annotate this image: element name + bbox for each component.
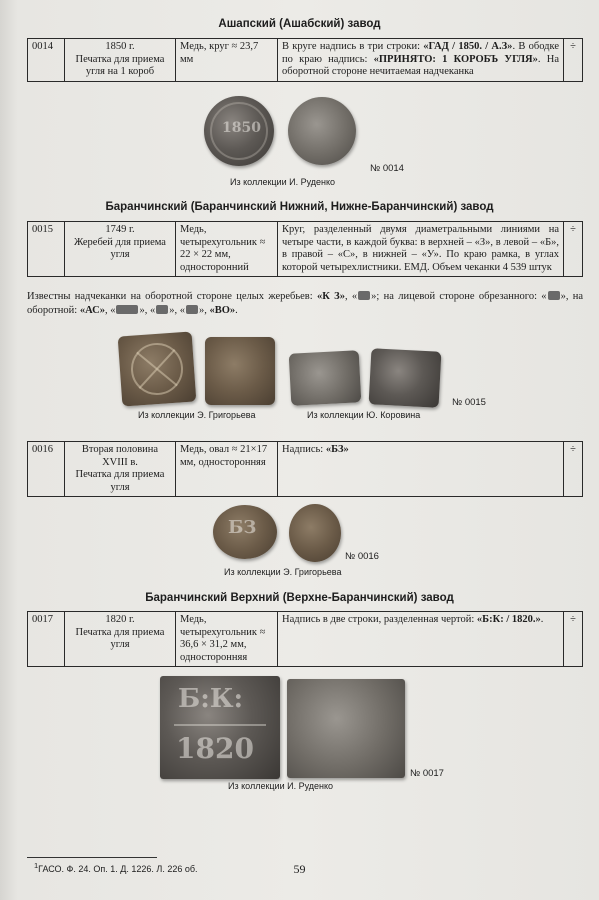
photo-caption: Из коллекции Ю. Коровина (307, 410, 421, 420)
note-text: », на оборотной: (27, 291, 584, 316)
entry-rarity-mark: ÷ (564, 442, 583, 497)
footnote-marker: 1 (34, 861, 39, 870)
plate-stamp-text-bottom: 1820 (176, 732, 254, 765)
note-text: »; на лицевой стороне обрезанного: « (371, 291, 547, 302)
countermark-image (358, 291, 370, 300)
desc-bold: «ПРИНЯТО: 1 КОРОБЪ УГЛЯ» (373, 53, 538, 65)
entry-material: Медь, четырехугольник ≈ 22 × 22 мм, односторонний (176, 222, 278, 277)
note-bold: «ВО» (209, 305, 236, 316)
seal-0016-side-photo (289, 504, 341, 562)
coin-stamp-text: 1850 (222, 120, 261, 136)
entry-purpose: Печатка для приема угля (75, 626, 165, 650)
note-text: , « (104, 305, 116, 316)
token-0015-d-photo (369, 348, 442, 408)
footnote-rule (27, 857, 157, 858)
entry-description (278, 612, 564, 667)
desc-bold: «ГАД / 1850. / А.З» (423, 41, 513, 52)
entry-purpose: Печатка для приема угля на 1 короб (75, 53, 165, 77)
section-heading-baran-upper: Баранчинский Верхний (Верхне-Баранчинский) завод (145, 592, 454, 604)
entry-purpose: Печатка для приема угля (75, 469, 165, 493)
desc-text: . В ободке по краю надпись: (282, 41, 559, 65)
desc-text: В круге надпись в три строки: (282, 41, 424, 52)
desc-text: . (540, 614, 544, 625)
countermark-image (156, 305, 168, 314)
desc-text: Надпись: (282, 444, 326, 455)
plate-0017-face-photo (160, 676, 280, 779)
entry-material: Медь, круг ≈ 23,7 мм (176, 39, 278, 82)
entry-number: 0016 (28, 442, 65, 497)
entry-date: 1749 г. (105, 224, 135, 235)
entry-date: Вторая половина XVIII в. (81, 444, 159, 468)
token-0015-c-photo (289, 350, 362, 406)
seal-stamp-text: БЗ (228, 517, 257, 538)
token-0015-a-photo (118, 332, 197, 407)
figure-number: № 0015 (452, 397, 486, 408)
figure-number: № 0017 (410, 768, 444, 779)
catalog-entry-0015 (27, 221, 583, 277)
photo-caption: Из коллекции И. Руденко (230, 177, 336, 187)
entry-description: Круг, разделенный двумя диаметральными линиями на четыре части, в каждой буква: в верхней – «З», в левой – «Б», в правой – «С», в нижней – «У». По краю рамка, в углах которой четырехлистники. ЕМД. Объем чеканки 4 539 штук (278, 222, 564, 277)
entry-date: 1820 г. (105, 614, 135, 625)
entry-rarity-mark: ÷ (564, 222, 583, 277)
entry-number: 0014 (28, 39, 65, 82)
desc-bold: «Б:К: / 1820.» (476, 614, 541, 625)
plate-0017-back-photo (287, 679, 405, 778)
desc-text: . На оборотной стороне нечитаемая надчеканка (282, 53, 559, 77)
photo-caption: Из коллекции Э. Григорьева (224, 567, 342, 577)
catalog-entry-0014 (27, 38, 583, 82)
plate-divider-line (174, 724, 266, 726)
coin-0014-obverse-photo (204, 96, 274, 166)
entry-rarity-mark: ÷ (564, 612, 583, 667)
note-text: Известны надчеканки на оборотной стороне целых жеребьев: (27, 291, 317, 302)
entry-date-cell (65, 442, 176, 497)
entry-purpose: Жеребей для приема угля (74, 236, 166, 260)
note-text: , « (344, 291, 358, 302)
entry-date-cell (65, 612, 176, 667)
footnote-text: ГАСО. Ф. 24. Оп. 1. Д. 1226. Л. 226 об. (38, 864, 198, 874)
note-bold: «К З» (317, 291, 345, 302)
countermark-image (116, 305, 138, 314)
note-bold: «АС» (79, 305, 105, 316)
note-text: . (235, 305, 238, 316)
countermark-note (27, 290, 583, 318)
page-number: 59 (293, 862, 306, 876)
note-text: », « (169, 305, 185, 316)
desc-bold: «БЗ» (325, 444, 349, 455)
token-0015-b-photo (205, 337, 275, 405)
section-heading-baran: Баранчинский (Баранчинский Нижний, Нижне-Баранчинский) завод (105, 201, 494, 213)
coin-0014-reverse-photo (288, 97, 356, 165)
entry-number: 0015 (28, 222, 65, 277)
figure-number: № 0016 (345, 551, 379, 562)
note-text: », « (139, 305, 156, 316)
photo-caption: Из коллекции Э. Григорьева (138, 410, 256, 420)
countermark-image (548, 291, 560, 300)
entry-material: Медь, четырехугольник ≈ 36,6 × 31,2 мм, односторонняя (176, 612, 278, 667)
seal-0016-face-photo (213, 505, 277, 559)
token-cross-design (118, 332, 197, 407)
section-heading-ashap: Ашапский (Ашабский) завод (218, 18, 381, 30)
entry-date: 1850 г. (105, 41, 135, 52)
note-text: », (198, 305, 210, 316)
entry-date-cell (65, 222, 176, 277)
catalog-entry-0016 (27, 441, 583, 497)
entry-rarity-mark: ÷ (564, 39, 583, 82)
entry-description (278, 39, 564, 82)
photo-caption: Из коллекции И. Руденко (228, 781, 334, 791)
catalog-entry-0017 (27, 611, 583, 667)
countermark-image (186, 305, 198, 314)
figure-number: № 0014 (370, 163, 404, 174)
plate-stamp-text-top: Б:К: (178, 684, 244, 714)
entry-description (278, 442, 564, 497)
entry-date-cell (65, 39, 176, 82)
entry-material: Медь, овал ≈ 21×17 мм, односторонняя (176, 442, 278, 497)
entry-number: 0017 (28, 612, 65, 667)
desc-text: Надпись в две строки, разделенная чертой: (282, 614, 477, 625)
